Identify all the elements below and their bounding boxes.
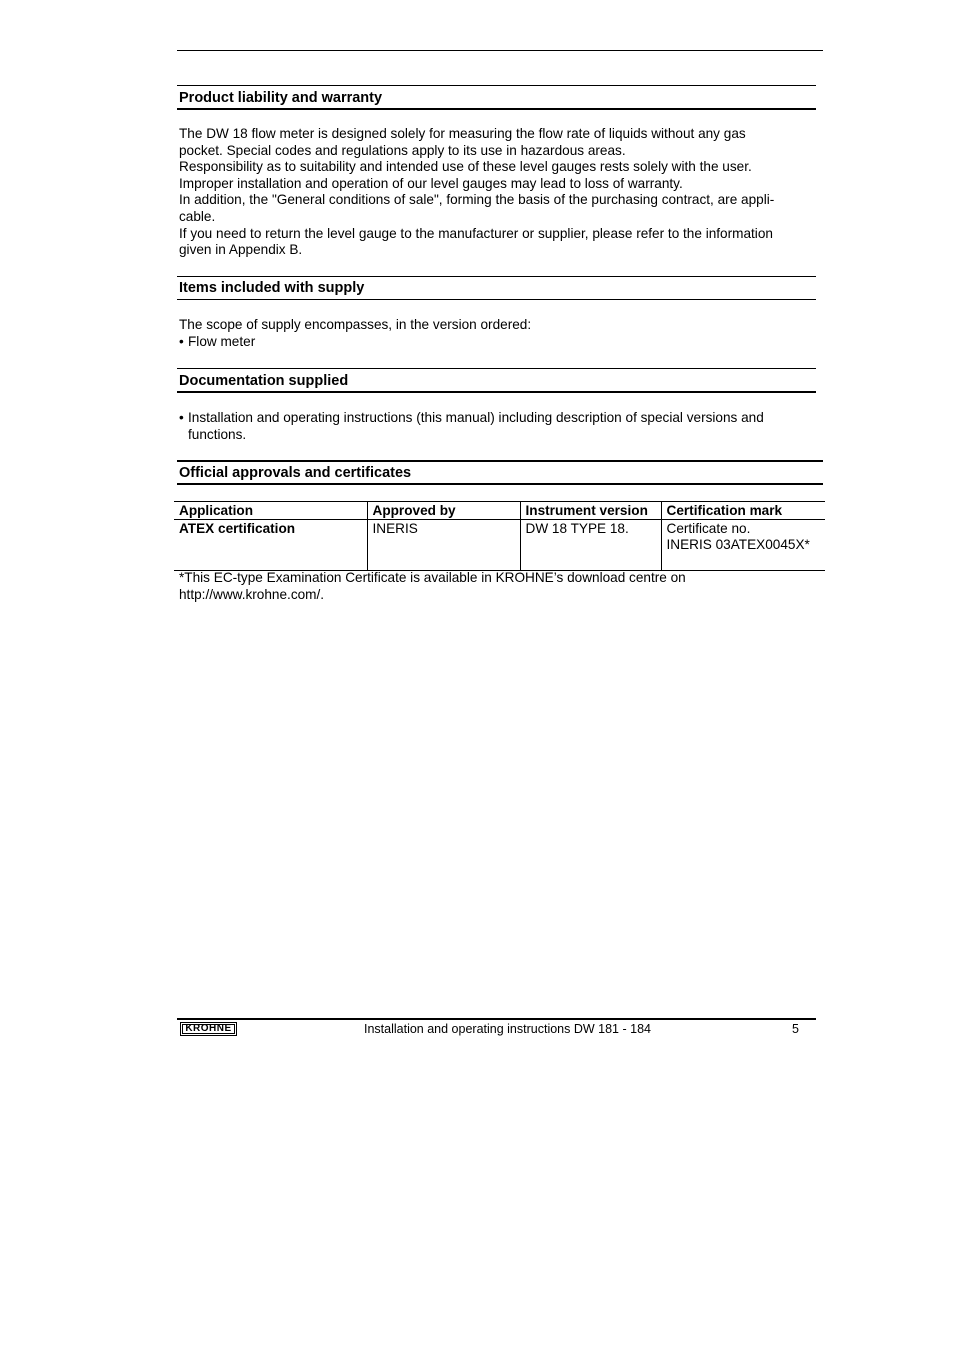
section-rule-top [177,276,816,277]
section-rule-top [177,85,816,86]
body-line: The scope of supply encompasses, in the version ordered: [179,317,532,332]
list-item-continuation [179,427,819,444]
section-heading-items-included: Items included with supply [179,280,365,296]
approvals-footnote [179,570,819,603]
column-header-approved-by: Approved by [367,502,520,520]
list-item-text: Flow meter [188,333,256,349]
footnote-line: *This EC-type Examination Certificate is available in KROHNE’s download centre on [179,570,686,585]
table-row [174,520,825,571]
column-header-application: Application [174,502,367,520]
cell-text: ATEX certification [179,521,296,536]
footer-rule [177,1018,816,1020]
logo-text: KROHNE [182,1024,235,1034]
list-item-text: Installation and operating instructions (this manual) including description of special versions and [188,410,764,425]
cell-text: DW 18 TYPE 18. [525,521,629,536]
bullet-icon: • [179,410,184,425]
footnote-line: http://www.krohne.com/. [179,586,325,602]
section-rule-bottom [177,483,823,485]
body-line: In addition, the "General conditions of sale", forming the basis of the purchasing contract, are appli- [179,192,775,208]
product-liability-body [179,126,819,259]
cell-instrument-version [520,520,661,571]
body-line: Improper installation and operation of our level gauges may lead to loss of warranty. [179,175,683,191]
top-rule [177,50,823,51]
section-rule-top [177,368,816,369]
page-number: 5 [792,1022,799,1036]
cell-approved-by [367,520,520,571]
items-included-body [179,317,819,350]
body-line: The DW 18 flow meter is designed solely for measuring the flow rate of liquids without any gas [179,126,746,141]
section-rule-bottom [177,299,816,300]
approvals-table [174,501,825,571]
body-line: If you need to return the level gauge to the manufacturer or supplier, please refer to the information [179,225,773,241]
cell-text: INERIS 03ATEX0045X* [666,537,810,552]
list-item [179,410,819,427]
body-line: cable. [179,208,216,224]
body-line: pocket. Special codes and regulations apply to its use in hazardous areas. [179,142,626,158]
documentation-body [179,410,819,443]
list-item [179,334,819,351]
list-item-text: functions. [188,426,247,442]
cell-text: INERIS [372,521,418,536]
section-heading-product-liability: Product liability and warranty [179,90,383,106]
section-heading-documentation: Documentation supplied [179,373,349,389]
bullet-icon: • [179,333,184,349]
section-rule-top [177,460,823,462]
cell-text: Certificate no. [666,521,751,536]
column-header-instrument-version: Instrument version [520,502,661,520]
section-rule-bottom [177,108,816,110]
column-header-certification-mark: Certification mark [661,502,825,520]
cell-certification-mark [661,520,825,571]
body-line: given in Appendix B. [179,242,303,258]
table-header-row [174,502,825,520]
section-rule-bottom [177,391,816,393]
section-heading-approvals: Official approvals and certificates [179,465,412,481]
cell-application [174,520,367,571]
body-line: Responsibility as to suitability and intended use of these level gauges rests solely with the user. [179,159,752,175]
krohne-logo [180,1022,237,1036]
footer-title: Installation and operating instructions DW 181 - 184 [364,1022,651,1036]
